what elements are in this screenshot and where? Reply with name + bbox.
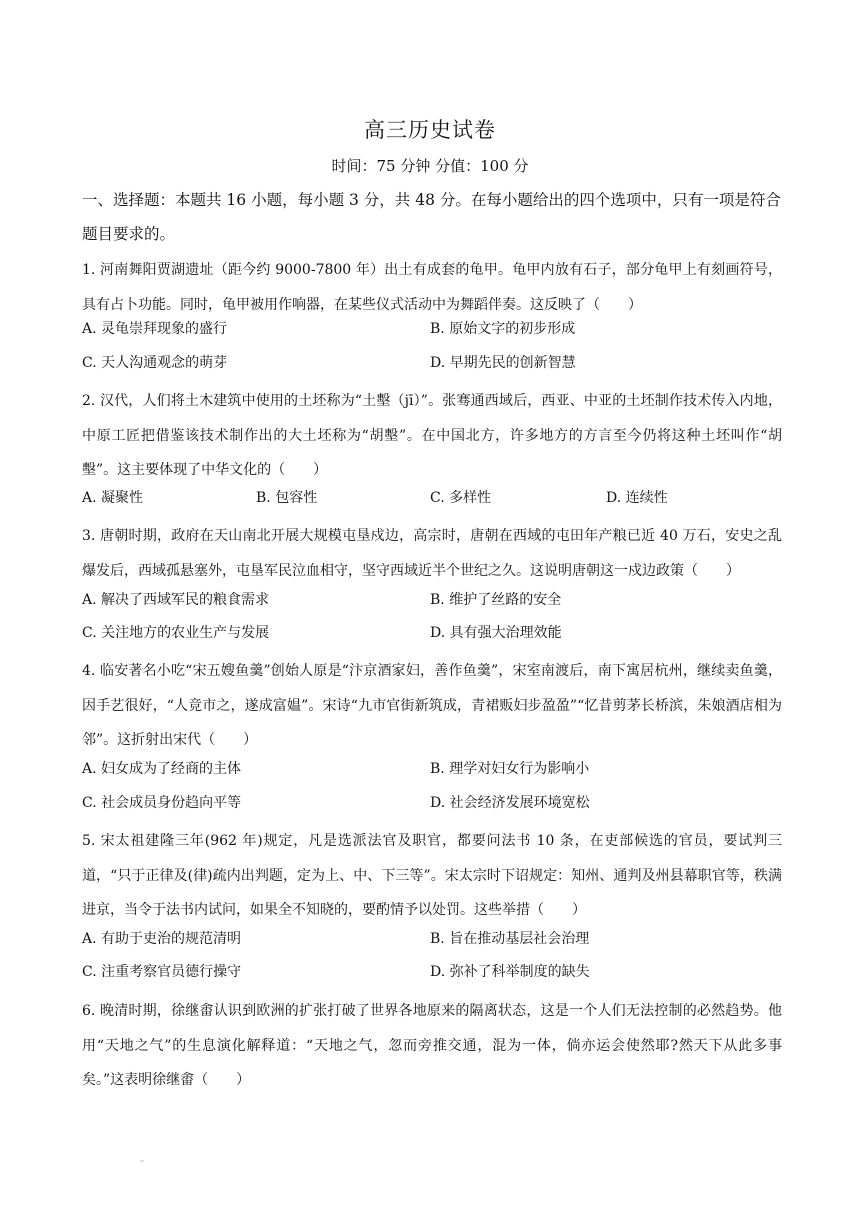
question-5-options-row-1 [82, 928, 782, 962]
question-4-options-row-2 [82, 792, 782, 826]
question-3-stem: 3. 唐朝时期，政府在天山南北开展大规模屯垦戍边，高宗时，唐朝在西域的屯田年产粮已近 40 万石，安史之乱爆发后，西域孤悬塞外，屯垦军民泣血相守，坚守西域近半个世纪之久。这说明唐朝这一戍边政策（ ） [82, 528, 782, 579]
question-2-stem: 2. 汉代，人们将土木建筑中使用的土坯称为“土墼（jī）”。张骞通西域后，西亚、中亚的土坯制作技术传入内地，中原工匠把借鉴该技术制作出的大土坯称为“胡墼”。在中国北方，许多地方的方言至今仍将这种土坯叫作“胡墼”。这主要体现了中华文化的（ ） [82, 393, 782, 478]
question-2-option-d[interactable]: D. 连续性 [606, 490, 668, 506]
question-2-options-row [82, 487, 782, 521]
scan-artifact [140, 1160, 144, 1162]
exam-meta: 时间：75 分钟 分值：100 分 [331, 157, 529, 175]
question-1-option-c[interactable]: C. 天人沟通观念的萌芽 [82, 355, 228, 371]
question-4-option-d[interactable]: D. 社会经济发展环境宽松 [430, 795, 590, 811]
question-3-options-row-2 [82, 622, 782, 656]
question-1-options-row-2 [82, 352, 782, 386]
question-6-stem: 6. 晚清时期，徐继畬认识到欧洲的扩张打破了世界各地原来的隔离状态，这是一个人们无法控制的必然趋势。他用“天地之气”的生息演化解释道：“天地之气，忽而旁推交通，混为一体，倘亦运会使然耶?然天下从此多事矣。”这表明徐继畬（ ） [82, 1003, 782, 1088]
question-4-stem: 4. 临安著名小吃“宋五嫂鱼羹”创始人原是“汴京酒家妇，善作鱼羹”，宋室南渡后，南下寓居杭州，继续卖鱼羹，因手艺很好，“人竞市之，遂成富媪”。宋诗“九市官街新筑成，青裙贩妇步盈盈”“忆昔剪茅长桥滨，朱娘酒店相为邻”。这折射出宋代（ ） [82, 663, 782, 748]
question-2-option-c[interactable]: C. 多样性 [430, 490, 492, 506]
question-3-option-b[interactable]: B. 维护了丝路的安全 [430, 592, 562, 608]
question-4-option-b[interactable]: B. 理学对妇女行为影响小 [430, 761, 590, 777]
question-5-option-c[interactable]: C. 注重考察官员德行操守 [82, 964, 242, 980]
question-1-option-a[interactable]: A. 灵龟崇拜现象的盛行 [82, 321, 228, 337]
question-4-option-c[interactable]: C. 社会成员身份趋向平等 [82, 795, 242, 811]
question-2-option-b[interactable]: B. 包容性 [256, 490, 318, 506]
question-2-option-a[interactable]: A. 凝聚性 [82, 490, 144, 506]
question-3-options-row-1 [82, 589, 782, 623]
section-heading: 一、选择题：本题共 16 小题，每小题 3 分，共 48 分。在每小题给出的四个选项中，只有一项是符合题目要求的。 [82, 191, 781, 243]
question-3-option-a[interactable]: A. 解决了西域军民的粮食需求 [82, 592, 270, 608]
question-5-option-d[interactable]: D. 弥补了科举制度的缺失 [430, 964, 590, 980]
question-5-options-row-2 [82, 961, 782, 995]
question-1-option-d[interactable]: D. 早期先民的创新智慧 [430, 355, 576, 371]
question-5-stem: 5. 宋太祖建隆三年(962 年)规定，凡是选派法官及职官，都要问法书 10 条，在吏部候选的官员，要试判三道，“只于正律及(律)疏内出判题，定为上、中、下三等”。宋太宗时下诏规定：知州、通判及州县幕职官等，秩满进京，当令于法书内试问，如果全不知晓的，要酌情予以处罚。这些举措（ ） [82, 833, 782, 918]
question-3-option-c[interactable]: C. 关注地方的农业生产与发展 [82, 625, 270, 641]
question-3-option-d[interactable]: D. 具有强大治理效能 [430, 625, 562, 641]
question-1-stem: 1. 河南舞阳贾湖遗址（距今约 9000-7800 年）出土有成套的龟甲。龟甲内放有石子，部分龟甲上有刻画符号，具有占卜功能。同时，龟甲被用作响器，在某些仪式活动中为舞蹈伴奏。这反映了（ ） [82, 262, 782, 313]
question-1-option-b[interactable]: B. 原始文字的初步形成 [430, 321, 576, 337]
question-5-option-b[interactable]: B. 旨在推动基层社会治理 [430, 931, 590, 947]
question-1-options-row-1 [82, 318, 782, 352]
page-title: 高三历史试卷 [364, 118, 496, 142]
question-5-option-a[interactable]: A. 有助于吏治的规范清明 [82, 931, 242, 947]
question-4-options-row-1 [82, 758, 782, 792]
question-4-option-a[interactable]: A. 妇女成为了经商的主体 [82, 761, 242, 777]
